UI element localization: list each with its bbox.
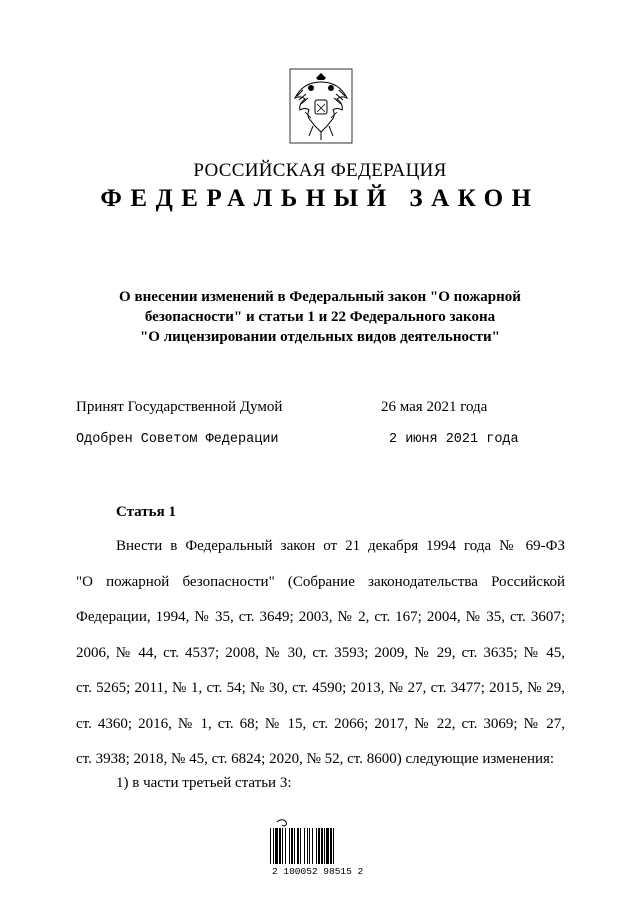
adopted-date: 26 мая 2021 года	[381, 399, 488, 415]
law-title	[0, 287, 640, 347]
article-line: ст. 5265; 2011, № 1, ст. 54; № 30, ст. 4590; 2013, № 27, ст. 3477; 2015, № 29,	[76, 680, 565, 696]
coat-of-arms-icon	[289, 68, 353, 144]
article-line: "О пожарной безопасности" (Собрание законодательства Российской	[76, 573, 565, 590]
article-line: Внести в Федеральный закон от 21 декабря 1994 года № 69-ФЗ	[116, 538, 565, 554]
country-name: РОССИЙСКАЯ ФЕДЕРАЦИЯ	[193, 160, 447, 181]
law-title-line: безопасности" и статьи 1 и 22 Федерального закона	[144, 309, 496, 325]
law-title-line: "О лицензировании отдельных видов деятельности"	[139, 329, 500, 345]
approved-label: Одобрен Советом Федерации	[76, 432, 279, 447]
article-line: ст. 3938; 2018, № 45, ст. 6824; 2020, № 52, ст. 8600) следующие изменения:	[76, 751, 555, 767]
article-body	[76, 529, 565, 778]
article-heading: Статья 1	[116, 504, 176, 520]
adopted-label: Принят Государственной Думой	[76, 399, 283, 415]
article-line: Федерации, 1994, № 35, ст. 3649; 2003, № 2, ст. 167; 2004, № 35, ст. 3607;	[76, 609, 565, 625]
barcode-number: 2 100052 98515 2	[272, 866, 364, 877]
approved-date: 2 июня 2021 года	[389, 432, 519, 447]
article-line: 2006, № 44, ст. 4537; 2008, № 30, ст. 3593; 2009, № 29, ст. 3635; № 45,	[76, 644, 565, 661]
law-title-line: О внесении изменений в Федеральный закон "О пожарной	[119, 289, 521, 305]
document-type: ФЕДЕРАЛЬНЫЙ ЗАКОН	[100, 185, 540, 212]
article-line: ст. 4360; 2016, № 1, ст. 68; № 15, ст. 2066; 2017, № 22, ст. 3069; № 27,	[76, 715, 565, 732]
list-item: 1) в части третьей статьи 3:	[116, 775, 292, 791]
